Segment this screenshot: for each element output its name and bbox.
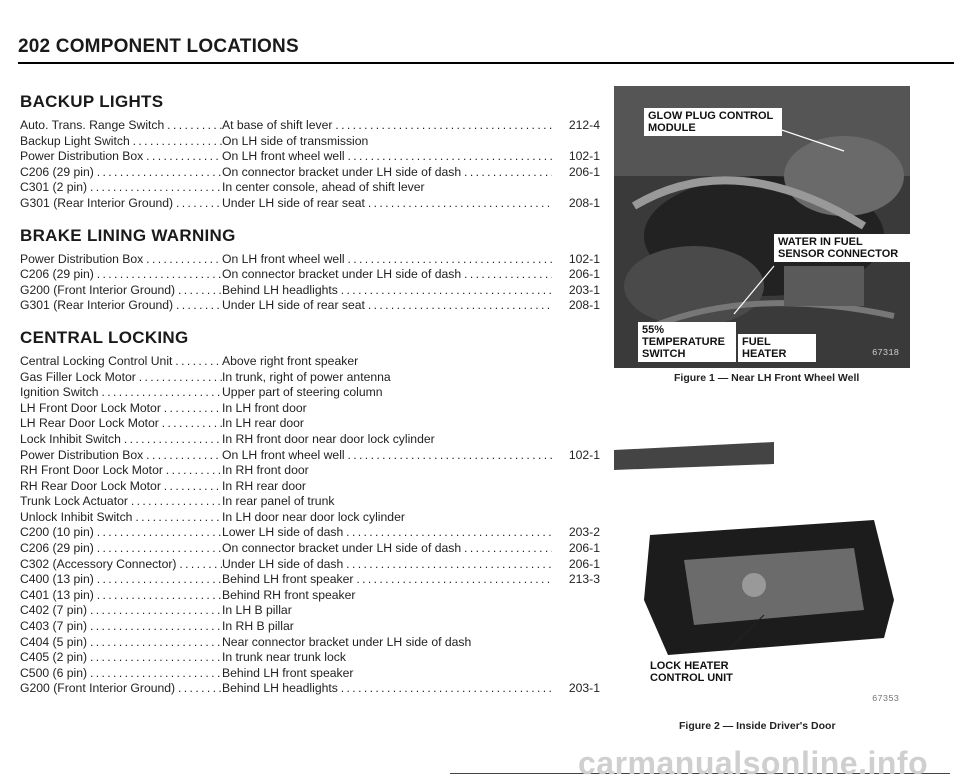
list-item xyxy=(20,681,610,697)
page-reference: 206-1 xyxy=(568,267,600,282)
section xyxy=(20,92,610,212)
component-name: C405 (2 pin) . . . xyxy=(20,650,222,666)
component-name: C302 (Accessory Connector) . . . xyxy=(20,557,222,573)
section-title: CENTRAL LOCKING xyxy=(20,327,189,347)
page-reference xyxy=(552,650,600,666)
page-reference: 203-1 xyxy=(568,282,600,297)
callout-fuel-heater: FUEL HEATER xyxy=(738,334,816,362)
component-location: On connector bracket under LH side of dash . . . xyxy=(222,165,552,181)
component-location: In RH B pillar xyxy=(222,619,294,634)
component-location: Behind LH headlights . . . xyxy=(222,283,552,299)
component-location: On connector bracket under LH side of dash . . . xyxy=(222,541,552,557)
component-location: Behind LH front speaker xyxy=(222,665,354,680)
component-name: C400 (13 pin) . . . xyxy=(20,572,222,588)
list-item xyxy=(20,385,610,401)
page-reference: 208-1 xyxy=(568,298,600,313)
component-location: Behind LH front speaker . . . xyxy=(222,572,552,588)
page-reference xyxy=(552,603,600,619)
component-name: C402 (7 pin) . . . xyxy=(20,603,222,619)
list-item xyxy=(20,134,610,150)
page-reference: 203-2 xyxy=(568,525,600,540)
list-item xyxy=(20,267,610,283)
list-item xyxy=(20,588,610,604)
component-location: In rear panel of trunk xyxy=(222,494,335,509)
list-item xyxy=(20,118,610,134)
section-title: BRAKE LINING WARNING xyxy=(20,225,236,245)
section-title: BACKUP LIGHTS xyxy=(20,92,164,111)
list-item xyxy=(20,370,610,386)
page-reference: 102-1 xyxy=(568,251,600,266)
component-location: In LH B pillar xyxy=(222,603,292,618)
component-location: In RH front door near door lock cylinder xyxy=(222,431,435,446)
page-reference xyxy=(552,463,600,479)
component-name: C500 (6 pin) . . . xyxy=(20,666,222,682)
component-location: On connector bracket under LH side of dash . . . xyxy=(222,267,552,283)
section xyxy=(20,328,610,697)
component-location: Behind LH headlights . . . xyxy=(222,681,552,697)
list-item xyxy=(20,180,610,196)
component-name: C401 (13 pin) . . . xyxy=(20,588,222,604)
figure-2-caption: Figure 2 — Inside Driver's Door xyxy=(679,720,836,732)
list-item xyxy=(20,448,610,464)
page-reference xyxy=(552,370,600,386)
component-location: On LH front wheel well . . . xyxy=(222,149,552,165)
component-name: G200 (Front Interior Ground) . . . xyxy=(20,283,222,299)
list-item xyxy=(20,557,610,573)
page-reference: 208-1 xyxy=(568,195,600,210)
callout-temperature-switch: 55% TEMPERATURE SWITCH xyxy=(638,322,736,362)
component-location: Near connector bracket under LH side of dash xyxy=(222,634,472,649)
page-reference: 102-1 xyxy=(568,447,600,462)
component-location: Upper part of steering column xyxy=(222,385,383,400)
component-name: Trunk Lock Actuator . . . xyxy=(20,494,222,510)
list-item xyxy=(20,619,610,635)
figure-1-number: 67318 xyxy=(872,348,900,358)
page-reference: 203-1 xyxy=(568,681,600,696)
callout-lock-heater: LOCK HEATER CONTROL UNIT xyxy=(646,658,744,686)
list-item xyxy=(20,572,610,588)
component-name: Power Distribution Box . . . xyxy=(20,448,222,464)
component-location: Under LH side of rear seat . . . xyxy=(222,298,552,314)
figure-2-photo xyxy=(614,440,910,710)
page-reference xyxy=(552,432,600,448)
component-name: RH Rear Door Lock Motor . . . xyxy=(20,479,222,495)
component-name: C206 (29 pin) . . . xyxy=(20,541,222,557)
list-item xyxy=(20,463,610,479)
page-reference xyxy=(552,180,600,196)
component-location: On LH side of transmission xyxy=(222,133,369,148)
page-reference xyxy=(552,416,600,432)
list-item xyxy=(20,165,610,181)
page-reference: 213-3 xyxy=(568,572,600,587)
list-item xyxy=(20,196,610,212)
component-location: Lower LH side of dash . . . xyxy=(222,525,552,541)
component-name: C206 (29 pin) . . . xyxy=(20,165,222,181)
page-reference xyxy=(552,588,600,604)
list-item xyxy=(20,283,610,299)
list-item xyxy=(20,354,610,370)
component-name: Power Distribution Box . . . xyxy=(20,252,222,268)
component-location: In LH door near door lock cylinder xyxy=(222,509,405,524)
figure-2-number: 67353 xyxy=(872,694,900,704)
list-item xyxy=(20,494,610,510)
list-item xyxy=(20,650,610,666)
page-reference: 206-1 xyxy=(568,164,600,179)
component-name: Lock Inhibit Switch . . . xyxy=(20,432,222,448)
list-item xyxy=(20,635,610,651)
component-name: Unlock Inhibit Switch . . . xyxy=(20,510,222,526)
component-location: In trunk near trunk lock xyxy=(222,650,346,665)
component-location: Above right front speaker xyxy=(222,353,359,368)
callout-water-in-fuel: WATER IN FUEL SENSOR CONNECTOR xyxy=(774,234,910,262)
page-reference xyxy=(552,635,600,651)
page-reference xyxy=(552,401,600,417)
component-name: Ignition Switch . . . xyxy=(20,385,222,401)
component-name: C200 (10 pin) . . . xyxy=(20,525,222,541)
page-reference xyxy=(552,666,600,682)
component-name: RH Front Door Lock Motor . . . xyxy=(20,463,222,479)
component-name: Backup Light Switch . . . xyxy=(20,134,222,150)
page-reference xyxy=(552,510,600,526)
section xyxy=(20,226,610,314)
component-name: G200 (Front Interior Ground) . . . xyxy=(20,681,222,697)
component-name: Central Locking Control Unit . . . xyxy=(20,354,222,370)
list-item xyxy=(20,541,610,557)
component-name: Gas Filler Lock Motor . . . xyxy=(20,370,222,386)
figure-1-photo xyxy=(614,86,910,368)
component-name: LH Front Door Lock Motor . . . xyxy=(20,401,222,417)
component-list xyxy=(20,92,610,711)
list-item xyxy=(20,298,610,314)
page-reference xyxy=(552,134,600,150)
component-name: LH Rear Door Lock Motor . . . xyxy=(20,416,222,432)
list-item xyxy=(20,479,610,495)
component-location: In LH rear door xyxy=(222,416,304,431)
list-item xyxy=(20,603,610,619)
list-item xyxy=(20,510,610,526)
page-reference: 212-4 xyxy=(568,118,600,132)
component-location: Behind RH front speaker xyxy=(222,587,356,602)
list-item xyxy=(20,666,610,682)
list-item xyxy=(20,149,610,165)
component-name: C206 (29 pin) . . . xyxy=(20,267,222,283)
page-reference xyxy=(552,354,600,370)
list-item xyxy=(20,416,610,432)
component-location: In RH front door xyxy=(222,463,309,478)
watermark: carmanualsonline.info xyxy=(578,745,929,781)
page-reference xyxy=(552,494,600,510)
component-location: In trunk, right of power antenna xyxy=(222,369,391,384)
component-location: In RH rear door xyxy=(222,478,306,493)
component-name: G301 (Rear Interior Ground) . . . xyxy=(20,196,222,212)
page-title: 202 COMPONENT LOCATIONS xyxy=(18,36,299,57)
component-name: G301 (Rear Interior Ground) . . . xyxy=(20,298,222,314)
page-reference: 206-1 xyxy=(568,541,600,556)
page-reference: 102-1 xyxy=(568,149,600,164)
component-location: Under LH side of rear seat . . . xyxy=(222,196,552,212)
callout-glow-plug: GLOW PLUG CONTROL MODULE xyxy=(644,108,782,136)
page-reference: 206-1 xyxy=(568,556,600,571)
component-name: Power Distribution Box . . . xyxy=(20,149,222,165)
component-name: Auto. Trans. Range Switch . . . xyxy=(20,118,222,134)
component-location: In LH front door xyxy=(222,400,307,415)
component-location: Under LH side of dash . . . xyxy=(222,557,552,573)
page-reference xyxy=(552,479,600,495)
list-item xyxy=(20,432,610,448)
component-location: On LH front wheel well . . . xyxy=(222,252,552,268)
list-item xyxy=(20,525,610,541)
page-reference xyxy=(552,619,600,635)
header-rule xyxy=(18,62,954,64)
component-location: At base of shift lever . . . xyxy=(222,118,552,134)
component-location: In center console, ahead of shift lever xyxy=(222,180,425,195)
component-name: C404 (5 pin) . . . xyxy=(20,635,222,651)
component-name: C301 (2 pin) . . . xyxy=(20,180,222,196)
page-reference xyxy=(552,385,600,401)
component-location: On LH front wheel well . . . xyxy=(222,448,552,464)
list-item xyxy=(20,401,610,417)
component-name: C403 (7 pin) . . . xyxy=(20,619,222,635)
figure-1-caption: Figure 1 — Near LH Front Wheel Well xyxy=(674,372,860,384)
list-item xyxy=(20,252,610,268)
